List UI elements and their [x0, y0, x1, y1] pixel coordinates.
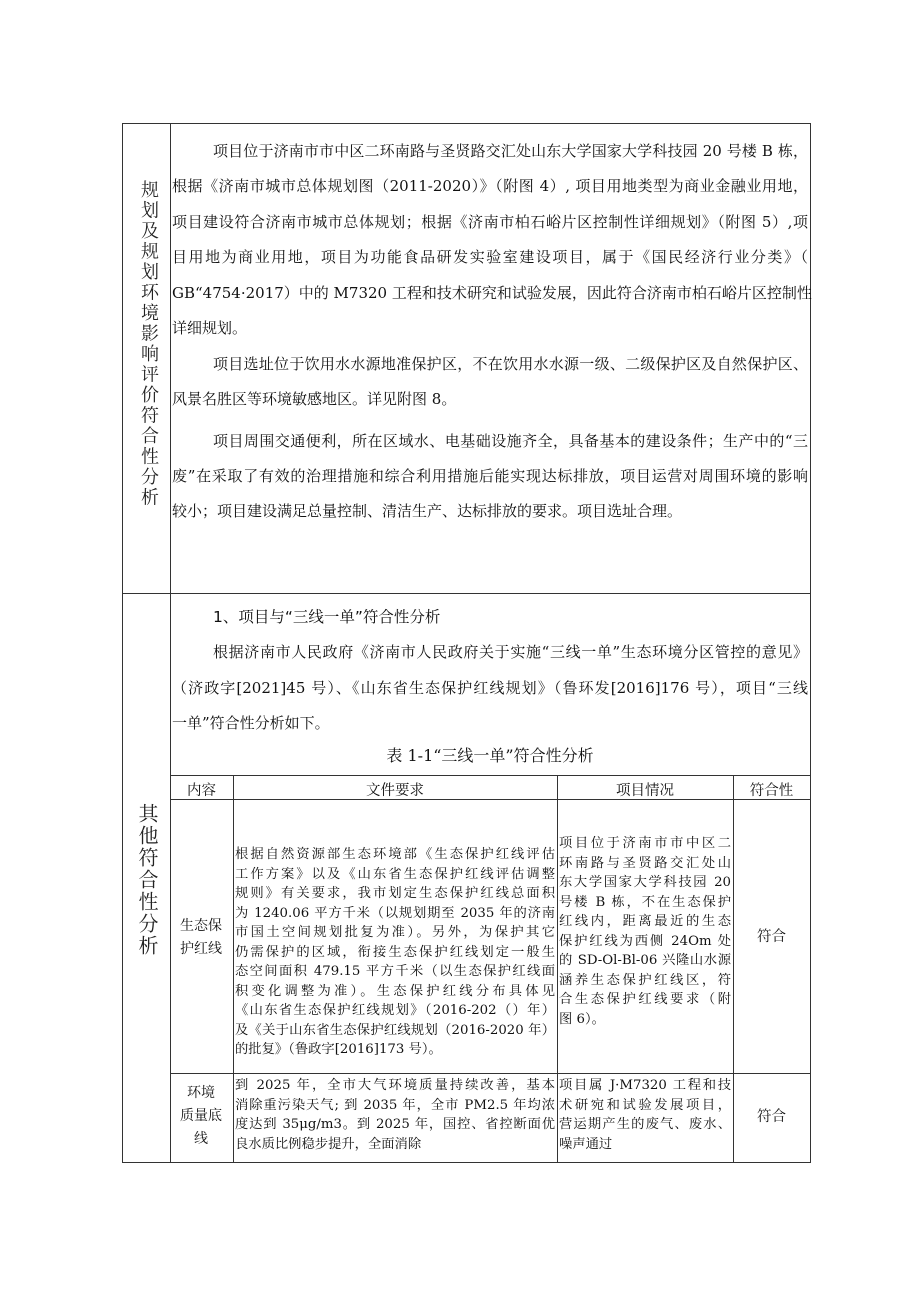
cell-content-line: 环境 [187, 1085, 215, 1101]
cell-situation-line: 的 SD-Ol-Bl-06 兴隆山水源 [559, 953, 731, 968]
cell-situation-line: 营运期产生的废气、废水、 [559, 1117, 731, 1132]
cell-content-line: 质量底 [180, 1108, 222, 1124]
paragraph-line: 较小；项目建设满足总量控制、清洁生产、达标排放的要求。项目选址合理。 [172, 502, 683, 520]
cell-compliance: 符合 [757, 1109, 786, 1125]
paragraph-line: 项目建设符合济南市城市总体规划；根据《济南市柏石峪片区控制性详细规划》（附图 5）,项 [172, 213, 808, 231]
cell-requirement-line: 及《关于山东省生态保护红线规划（2016-2020 年） [235, 1022, 555, 1038]
cell-requirement [235, 845, 555, 1060]
paragraph-line: 项目选址位于饮用水水源地准保护区，不在饮用水水源一级、二级保护区及自然保护区、 [213, 355, 808, 373]
cell-requirement-line: 度达到 35μg/m3。到 2025 年，国控、省控断面优 [235, 1117, 555, 1132]
paragraph-line: 详细规划。 [172, 319, 248, 337]
cell-situation-line: 术研宛和试验发展项目， [559, 1097, 731, 1113]
header-compliance: 符合性 [749, 783, 794, 799]
cell-requirement [235, 1076, 555, 1154]
cell-situation-line: 噪声通过 [559, 1136, 613, 1152]
cell-requirement-line: 为 1240.06 平方千米（以规划期至 2035 年的济南 [235, 905, 555, 921]
cell-situation-line: 涵养生态保护红线区，符 [559, 972, 731, 988]
cell-requirement-line: 仍需保护的区域，衔接生态保护红线划定一般生 [235, 944, 555, 960]
cell-requirement-line: 到 2025 年，全市大气环境质量持续改善，基本 [235, 1078, 555, 1093]
cell-requirement-line: 工作方案》以及《山东省生态保护红线评估调整 [235, 866, 555, 882]
paragraph-line: 根据《济南市城市总体规划图（2011-2020）》（附图 4）, 项目用地类型为商业金融业用地， [172, 177, 808, 195]
cell-requirement-line: 《山东省生态保护红线规划》（2016-202（）年） [235, 1003, 555, 1018]
section2-heading: 1、项目与“三线一单”符合性分析 [213, 608, 441, 626]
cell-requirement-line: 规则》有关要求，我市划定生态保护红线总面积 [235, 886, 555, 901]
table-col-divider [733, 775, 734, 1163]
cell-situation-line: 图 6）。 [559, 1011, 605, 1027]
cell-situation-line: 红线内，距离最近的生态 [559, 914, 731, 929]
cell-requirement-line: 市国土空间规划批复为准）。另外，为保护其它 [235, 925, 555, 940]
header-content: 内容 [187, 783, 216, 799]
cell-situation-line: 合生态保护红线要求（附 [559, 992, 731, 1007]
cell-content [170, 1082, 232, 1151]
section2-label: 其他符合性分析 [135, 803, 159, 957]
paragraph-line: GB“4754·2017）中的 M7320 工程和技术研究和试验发展，因此符合济南市柏石峪片区控制性 [172, 284, 812, 302]
cell-requirement-line: 良水质比例稳步提升，全面消除 [235, 1136, 422, 1152]
cell-requirement-line: 的批复》（鲁政字[2016]173 号）。 [235, 1042, 442, 1057]
cell-requirement-line: 根据自然资源部生态环境部《生态保护红线评估 [235, 847, 555, 862]
cell-compliance: 符合 [757, 929, 786, 945]
paragraph-line: 风景名胜区等环境敏感地区。详见附图 8。 [172, 390, 457, 408]
section1-label: 规划及规划环境影响评价符合性分析 [138, 180, 159, 508]
cell-situation-line: 环南路与圣贤路交汇处山 [559, 855, 731, 871]
cell-situation-line: 保护红线为西侧 24Om 处 [559, 933, 731, 949]
table-row-border [170, 1073, 811, 1074]
cell-requirement-line: 积变化调整为准）。生态保护红线分布具体见 [235, 983, 555, 999]
cell-content [170, 915, 232, 961]
table-caption: 表 1-1“三线一单”符合性分析 [386, 746, 594, 765]
cell-content-line: 护红线 [180, 941, 222, 957]
label-column-divider [170, 123, 171, 1163]
intro-line: （济政字[2021]45 号）、《山东省生态保护红线规划》（鲁环发[2016]176 号），项目“三线 [172, 679, 808, 697]
paragraph-line: 项目位于济南市市中区二环南路与圣贤路交汇处山东大学国家大学科技园 20 号楼 B 栋， [213, 142, 808, 160]
cell-situation-line: 项目位于济南市市中区二 [559, 836, 731, 851]
paragraph-line: 目用地为商业用地，项目为功能食品研发实验室建设项目，属于《国民经济行业分类》（ [172, 248, 808, 266]
cell-requirement-line: 态空间面积 479.15 平方千米（以生态保护红线面 [235, 964, 555, 979]
table-col-divider [557, 775, 558, 1163]
header-situation: 项目情况 [616, 783, 674, 799]
table-top-border [170, 775, 811, 776]
cell-situation [559, 1076, 731, 1154]
section-divider [122, 593, 811, 594]
cell-situation-line: 东大学国家大学科技园 20 [559, 875, 731, 890]
cell-content-line: 线 [194, 1131, 208, 1147]
intro-line: 根据济南市人民政府《济南市人民政府关于实施“三线一单”生态环境分区管控的意见》 [213, 643, 808, 661]
table-col-divider [233, 775, 234, 1163]
paragraph-line: 项目周围交通便利，所在区域水、电基础设施齐全，具备基本的建设条件；生产中的“三 [213, 432, 808, 450]
cell-situation-line: 项目属 J·M7320 工程和技 [559, 1078, 731, 1093]
cell-situation [559, 834, 731, 1029]
header-requirement: 文件要求 [366, 783, 424, 799]
cell-situation-line: 号楼 B 栋，不在生态保护 [559, 894, 731, 910]
cell-content-line: 生态保 [180, 918, 222, 934]
intro-line: 一单”符合性分析如下。 [172, 714, 330, 732]
cell-requirement-line: 消除重污染天气; 到 2035 年，全市 PM2.5 年均浓 [235, 1097, 555, 1113]
paragraph-line: 废”在采取了有效的治理措施和综合利用措施后能实现达标排放，项目运营对周围环境的影响 [172, 467, 808, 485]
